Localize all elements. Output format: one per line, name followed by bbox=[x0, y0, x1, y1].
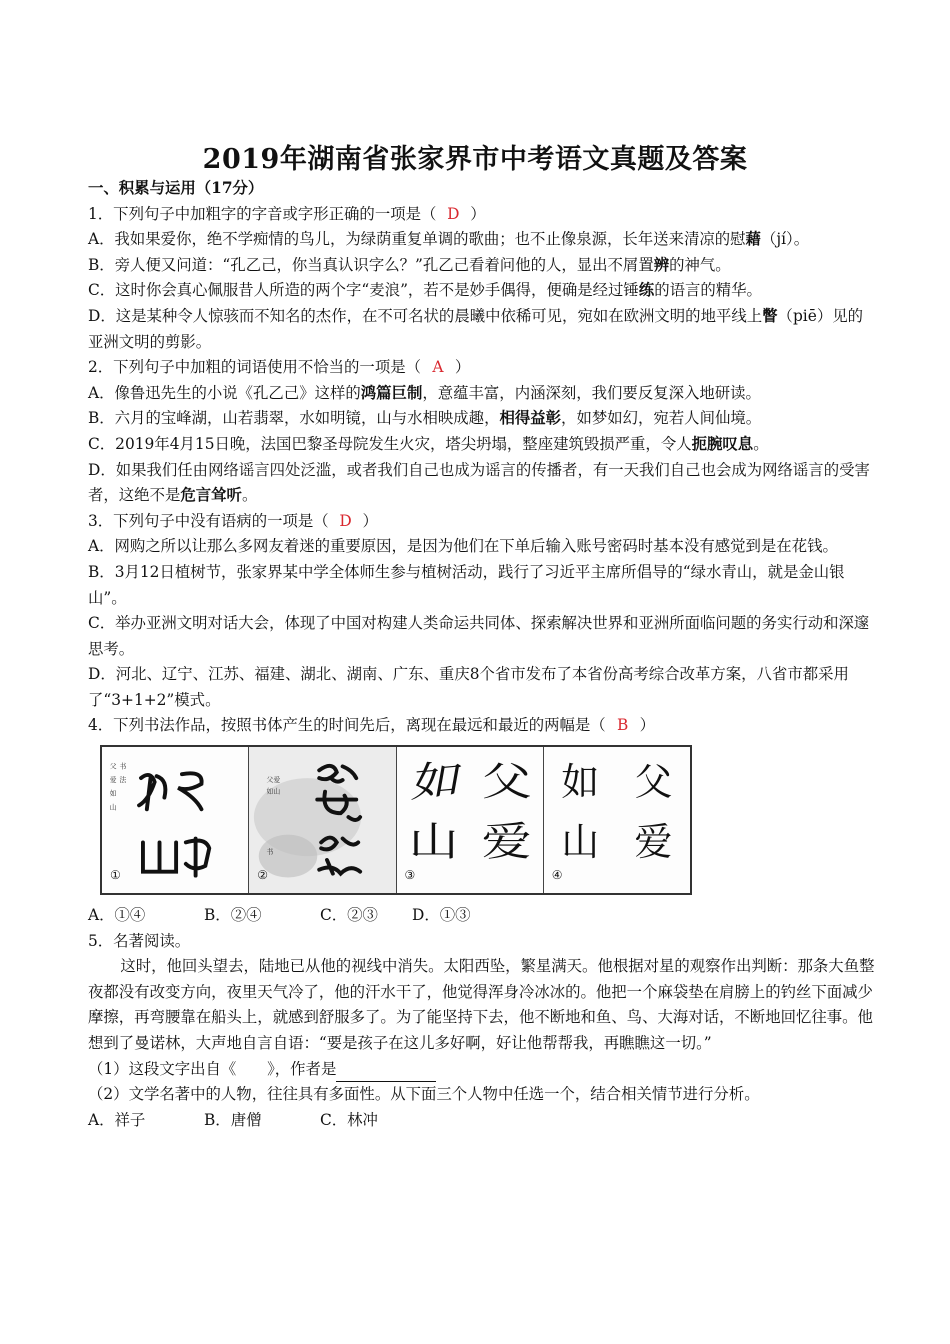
calligraphy-panel-3 bbox=[397, 747, 544, 893]
char: 爱 bbox=[481, 819, 532, 866]
question-5-stem: 5．名著阅读。 bbox=[88, 931, 191, 950]
question-1-option-a: A．我如果爱你，绝不学痴情的鸟儿，为绿荫重复单调的歌曲；也不止像泉源，长年送来清凉的慰藉（jí）。 bbox=[88, 230, 810, 249]
question-1-option-d: D．这是某种令人惊骇而不知名的杰作，在不可名状的晨曦中依稀可见，宛如在欧洲文明的地平线上瞥（piē）见的亚洲文明的剪影。 bbox=[88, 306, 863, 351]
page-title: 2019年湖南省张家界市中考语文真题及答案 bbox=[202, 144, 748, 175]
question-3-option-a: A．网购之所以让那么多网友着迷的重要原因，是因为他们在下单后输入账号密码时基本没有感觉到是在花钱。 bbox=[88, 537, 838, 556]
cursive-script-drawing bbox=[249, 747, 395, 893]
question-1-option-b: B．旁人便又问道：“孔乙己，你当真认识字么？”孔乙己看着问他的人，显出不屑置辨的神气。 bbox=[88, 255, 731, 274]
question-2-option-c: C．2019年4月15日晚，法国巴黎圣母院发生火灾，塔尖坍塌，整座建筑毁损严重，令人扼腕叹息。 bbox=[88, 434, 769, 453]
svg-text:山: 山 bbox=[109, 803, 117, 812]
panel-number-2: ② bbox=[257, 868, 269, 883]
answer-mark: D bbox=[447, 204, 460, 223]
calligraphy-panel-2 bbox=[249, 747, 396, 893]
section-heading: 一、积累与运用（17分） bbox=[88, 179, 264, 197]
panel-number-3: ③ bbox=[404, 868, 416, 883]
question-3-option-c: C．举办亚洲文明对话大会，体现了中国对构建人类命运共同体、探索解决世界和亚洲所面临问题的务实行动和深邃思考。 bbox=[88, 614, 870, 658]
char: 山 bbox=[561, 820, 600, 865]
char: 山 bbox=[408, 819, 459, 866]
svg-text:如山: 如山 bbox=[266, 787, 281, 796]
char: 父 bbox=[634, 760, 673, 805]
char: 爱 bbox=[634, 820, 673, 865]
question-1-stem: 1．下列句子中加粗字的字音或字形正确的一项是（ D ） bbox=[88, 202, 878, 228]
svg-text:父: 父 bbox=[109, 762, 117, 771]
svg-text:爱: 爱 bbox=[109, 776, 117, 785]
seal-script-drawing bbox=[102, 747, 248, 893]
panel-number-4: ④ bbox=[551, 868, 563, 883]
option: D．①③ bbox=[412, 906, 471, 925]
calligraphy-panel-4 bbox=[544, 747, 690, 893]
svg-text:书: 书 bbox=[266, 848, 274, 857]
regular-chars bbox=[544, 753, 690, 873]
reading-passage: 这时，他回头望去，陆地已从他的视线中消失。太阳西坠，繁星满天。他根据对星的观察作出判断：那条大鱼整夜都没有改变方向，夜里天气冷了，他的汗水干了，他觉得浑身冷冰冰的。他把一个麻袋垫在肩膀上的钓丝下面减少摩擦，再弯腰靠在船头上，就感到舒服多了。为了能坚持下去，他不断地和鱼、鸟、大海对话，不断地回忆往事。他想到了曼诺林，大声地自言自语：“要是孩子在这儿多好啊，好让他帮帮我，再瞧瞧这一切。” bbox=[88, 957, 875, 1053]
question-2-stem: 2．下列句子中加粗的词语使用不恰当的一项是（ A ） bbox=[88, 355, 878, 381]
question-5-options bbox=[88, 1108, 878, 1134]
svg-text:如: 如 bbox=[109, 789, 117, 798]
option: B．②④ bbox=[204, 906, 262, 925]
question-5-sub-2: （2）文学名著中的人物，往往具有多面性。从下面三个人物中任选一个，结合相关情节进行分析。 bbox=[88, 1085, 760, 1104]
question-4-stem: 4．下列书法作品，按照书体产生的时间先后，离现在最远和最近的两幅是（ B ） bbox=[88, 713, 878, 739]
question-3-option-d: D．河北、辽宁、江苏、福建、湖北、湖南、广东、重庆8个省市发布了本省份高考综合改革方案，八省市都采用了“3+1+2”模式。 bbox=[88, 665, 849, 709]
option: C．林冲 bbox=[320, 1110, 378, 1129]
question-4-options bbox=[88, 903, 878, 929]
option: A．祥子 bbox=[88, 1110, 146, 1129]
question-1-option-c: C．这时你会真心佩服昔人所造的两个字“麦浪”，若不是妙手偶得，便确是经过锤练的语言的精华。 bbox=[88, 281, 762, 300]
char: 父 bbox=[481, 759, 532, 806]
option: C．②③ bbox=[320, 906, 378, 925]
answer-mark: A bbox=[432, 358, 444, 377]
svg-text:书: 书 bbox=[119, 762, 127, 771]
question-2-option-a: A．像鲁迅先生的小说《孔乙己》这样的鸿篇巨制，意蕴丰富，内涵深刻，我们要反复深入地研读。 bbox=[88, 383, 761, 402]
option: B．唐僧 bbox=[204, 1110, 262, 1129]
clerical-chars bbox=[397, 753, 543, 873]
calligraphy-panel-1 bbox=[102, 747, 249, 893]
answer-blank[interactable] bbox=[336, 1065, 436, 1082]
question-5-sub-1: （1）这段文字出自《 》，作者是 bbox=[88, 1057, 878, 1083]
char: 如 bbox=[405, 757, 461, 808]
panel-number-1: ① bbox=[110, 868, 121, 883]
answer-mark: D bbox=[339, 511, 352, 530]
char: 如 bbox=[561, 760, 600, 805]
question-2-option-d: D．如果我们任由网络谣言四处泛滥，或者我们自己也成为谣言的传播者，有一天我们自己也会成为网络谣言的受害者，这绝不是危言耸听。 bbox=[88, 460, 870, 505]
answer-mark: B bbox=[616, 716, 629, 735]
question-3-option-b: B．3月12日植树节，张家界某中学全体师生参与植树活动，践行了习近平主席所倡导的“绿水青山，就是金山银山”。 bbox=[88, 562, 845, 607]
question-3-stem: 3．下列句子中没有语病的一项是（ D ） bbox=[88, 509, 878, 535]
question-2-option-b: B．六月的宝峰湖，山若翡翠，水如明镜，山与水相映成趣，相得益彰，如梦如幻，宛若人间仙境。 bbox=[88, 409, 762, 428]
option: A．①④ bbox=[88, 906, 146, 925]
svg-text:法: 法 bbox=[119, 776, 127, 785]
exam-content bbox=[88, 176, 878, 1133]
calligraphy-image bbox=[100, 745, 692, 895]
svg-text:父爱: 父爱 bbox=[266, 776, 281, 785]
